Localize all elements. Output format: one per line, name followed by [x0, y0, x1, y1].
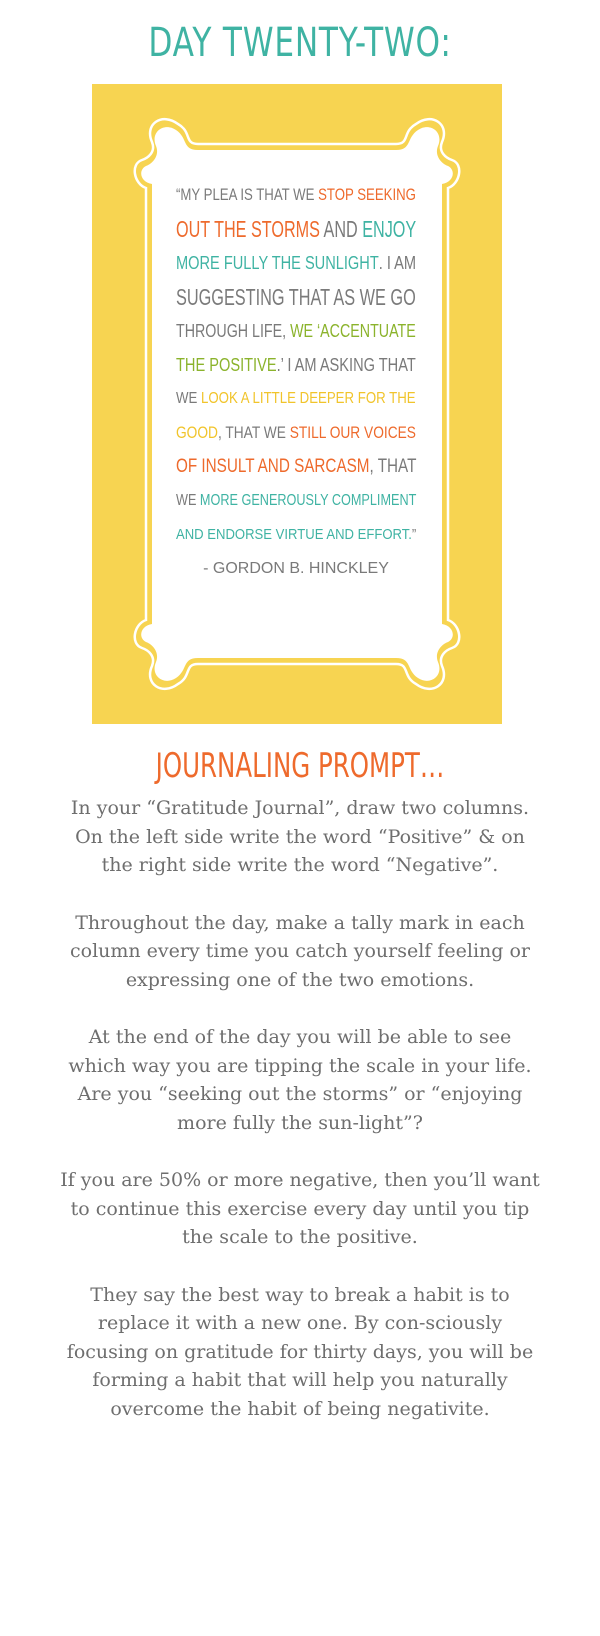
quote-segment: ENJOY [362, 216, 417, 242]
quote-line [176, 450, 417, 484]
quote-segment: AND ENDORSE VIRTUE AND EFFORT. [176, 526, 412, 543]
quote-text [176, 178, 416, 586]
quote-segment: THROUGH LIFE, [176, 321, 291, 341]
quote-segment: WE ‘ACCENTUATE [290, 321, 416, 341]
quote-segment: AND [319, 216, 363, 242]
quote-segment: STOP SEEKING [318, 185, 416, 204]
quote-segment: STILL OUR VOICES [289, 423, 416, 442]
prompt-paragraph: Throughout the day, make a tally mark in each column every time you catch yourself feeling or expressing one of the two emotions. [69, 911, 531, 991]
quote-line [176, 246, 417, 280]
quote-segment: WE [176, 492, 200, 509]
quote-segment: , THAT [369, 456, 417, 477]
quote-line [176, 484, 417, 518]
quote-segment: , THAT WE [217, 423, 290, 442]
quote-line [176, 348, 416, 382]
quote-line [176, 314, 416, 348]
quote-segment: GOOD [176, 423, 218, 442]
quote-segment: MORE FULLY THE SUNLIGHT [176, 253, 379, 273]
prompt-paragraph: At the end of the day you will be able to see which way you are tipping the scale in your life. Are you “seeking out the storms” or “enjoying more fully the sun-light”? [68, 1026, 532, 1134]
prompt-paragraph: In your “Gratitude Journal”, draw two columns. On the left side write the word “Positive” & on the right side write the word “Negative”. [70, 797, 530, 876]
quote-segment: MORE GENEROUSLY COMPLIMENT [199, 492, 417, 509]
quote-segment: . I AM [378, 253, 417, 273]
quote-line [176, 212, 417, 246]
quote-segment: OUT THE STORMS [176, 216, 320, 242]
quote-line [176, 280, 416, 314]
quote-segment: “MY PLEA IS THAT WE [176, 185, 319, 204]
prompt-paragraph: If you are 50% or more negative, then you’ll want to continue this exercise every day until you tip the scale to the positive. [60, 1169, 540, 1248]
journaling-instructions [58, 794, 542, 1452]
quote-line [176, 178, 416, 212]
prompt-paragraph: They say the best way to break a habit is to replace it with a new one. By con-sciously focusing on gratitude for thirty days, you will be forming a habit that will help you naturally overcome the habit of being negativite. [66, 1283, 534, 1420]
quote-segment: ” [411, 526, 417, 543]
journaling-prompt-heading: JOURNALING PROMPT… [155, 746, 445, 786]
quote-segment: THE POSITIVE [176, 355, 277, 375]
quote-line [176, 416, 416, 450]
quote-attribution: - GORDON B. HINCKLEY [203, 560, 389, 577]
quote-segment: SUGGESTING THAT AS WE GO [176, 284, 416, 310]
quote-segment: WE [176, 390, 202, 407]
day-heading: DAY TWENTY-TWO: [148, 20, 452, 66]
quote-line [176, 382, 416, 416]
quote-segment: OF INSULT AND SARCASM [176, 456, 370, 477]
quote-line [176, 518, 417, 552]
quote-segment: LOOK A LITTLE DEEPER FOR THE [201, 390, 416, 407]
quote-segment: .’ I AM ASKING THAT [276, 355, 416, 375]
